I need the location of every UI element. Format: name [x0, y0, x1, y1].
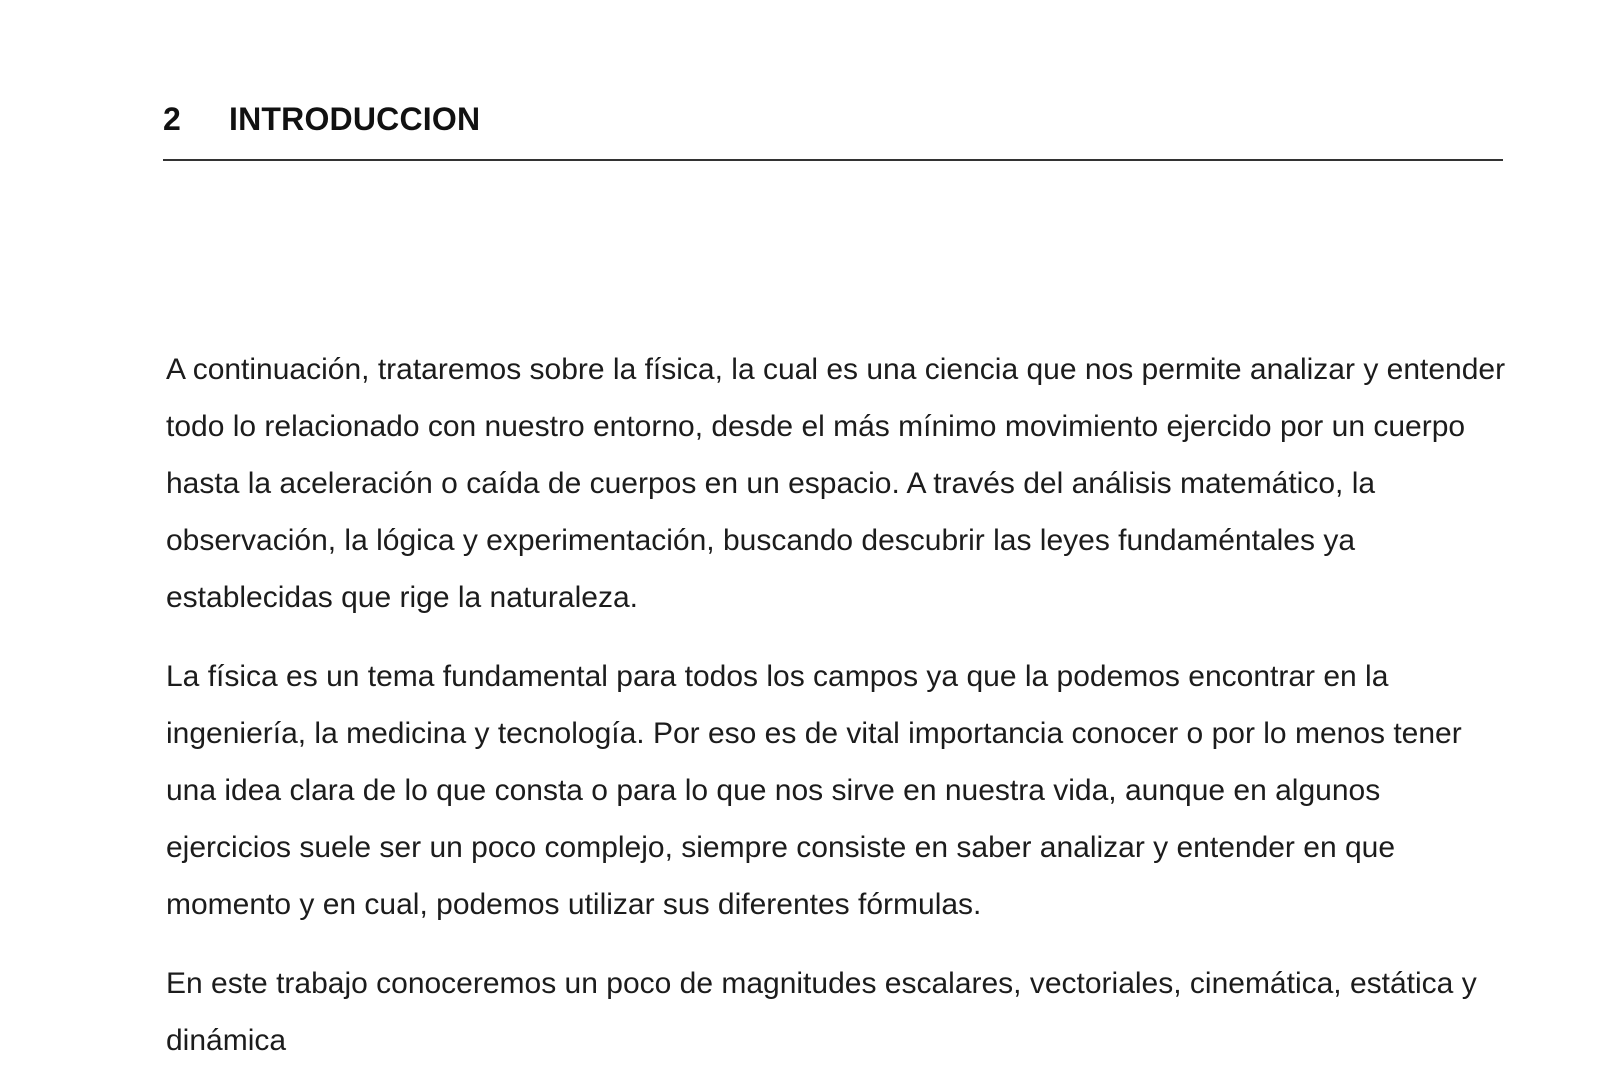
- section-title: INTRODUCCION: [229, 100, 481, 137]
- document-body: [166, 341, 1506, 1069]
- section-number: 2: [163, 100, 181, 137]
- heading-divider: [163, 159, 1503, 161]
- paragraph: La física es un tema fundamental para todos los campos ya que la podemos encontrar en la ingeniería, la medicina y tecnología. Por eso es de vital importancia conocer o por lo menos tener una idea clara de lo que consta o para lo que nos sirve en nuestra vida, aunque en algunos ejercicios suele ser un poco complejo, siempre consiste en saber analizar y entender en que momento y en cual, podemos utilizar sus diferentes fórmulas.: [166, 660, 1462, 921]
- paragraph: A continuación, trataremos sobre la física, la cual es una ciencia que nos permite analizar y entender todo lo relacionado con nuestro entorno, desde el más mínimo movimiento ejercido por un cuerpo hasta la aceleración o caída de cuerpos en un espacio. A través del análisis matemático, la observación, la lógica y experimentación, buscando descubrir las leyes fundaméntales ya establecidas que rige la naturaleza.: [166, 353, 1506, 614]
- section-heading: [163, 96, 1503, 142]
- paragraph: En este trabajo conoceremos un poco de magnitudes escalares, vectoriales, cinemática, estática y dinámica: [166, 967, 1477, 1057]
